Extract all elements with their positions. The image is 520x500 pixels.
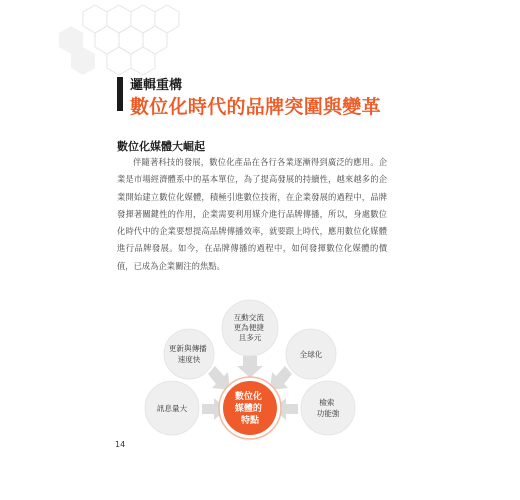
arrow-upper-left [208, 366, 230, 390]
body-paragraph: 伴隨著科技的發展，數位化產品在各行各業逐漸得到廣泛的應用。企業是市場經濟體系中的基本單位，為了提高發展的持續性，越來越多的企業開始建立數位化媒體，積極引進數位技術，在企業發展的過程中，品牌發揮著關鍵性的作用，企業需要利用媒介進行品牌傳播，所以，身處數位化時代中的企業要想提高品牌傳播效率，就要跟上時代，應用數位化媒體進行品牌發展。如今，在品牌傳播的過程中，如何發揮數位化媒體的價值，已成為企業關注的焦點。 [117, 157, 387, 271]
section-label: 邏輯重構 [130, 78, 183, 93]
svg-text:全球化: 全球化 [299, 350, 323, 359]
svg-text:訊息量大: 訊息量大 [156, 404, 188, 413]
sub-heading: 數位化媒體大崛起 [117, 140, 205, 153]
feature-node-interaction [222, 300, 278, 356]
arrow-upper-right [270, 366, 292, 390]
hexagon-decoration [0, 0, 200, 80]
section-title: 數位化時代的品牌突圍與變革 [130, 96, 381, 118]
center-node [219, 377, 281, 439]
feature-node-global [286, 329, 336, 379]
feature-node-search [301, 381, 355, 435]
accent-bar [117, 77, 123, 111]
features-diagram [130, 296, 370, 446]
svg-text:更新與傳播 速度快: 更新與傳播 速度快 [168, 344, 207, 364]
svg-text:檢索 功能強: 檢索 功能強 [316, 398, 340, 418]
feature-node-volume [145, 381, 199, 435]
page-number: 14 [115, 440, 126, 449]
arrow-top [237, 356, 263, 378]
svg-text:數位化 媒體的 特點: 數位化 媒體的 特點 [234, 392, 262, 426]
svg-text:互動交流 更為便捷 且多元: 互動交流 更為便捷 且多元 [233, 313, 264, 342]
feature-node-speed [164, 329, 214, 379]
